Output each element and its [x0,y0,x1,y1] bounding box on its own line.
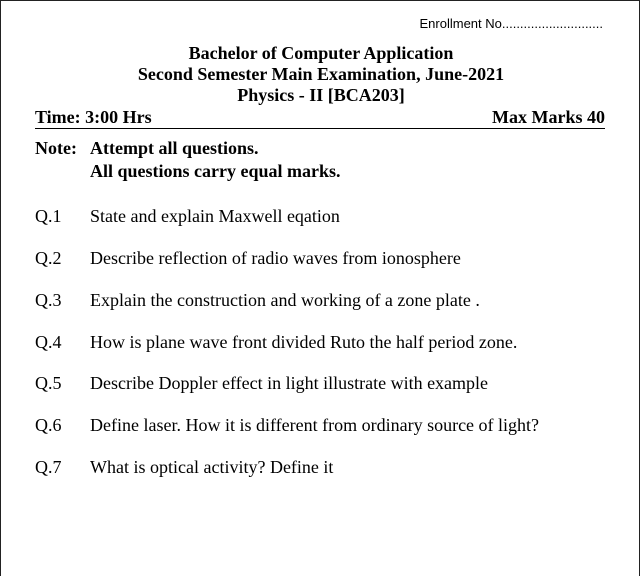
question-number: Q.6 [35,415,62,435]
question-number: Q.7 [35,457,62,477]
question-text: Describe reflection of radio waves from ionosphere [90,248,461,268]
question-number: Q.1 [35,206,62,226]
question-number: Q.4 [35,332,62,352]
question-number: Q.3 [35,290,62,310]
note-instruction: All questions carry equal marks. [90,161,341,181]
note-instruction: Attempt all questions. [90,138,259,158]
question-text: State and explain Maxwell eqation [90,206,340,226]
question-number: Q.5 [35,373,62,393]
time-marks-row [35,106,605,129]
max-marks: Max Marks 40 [492,107,605,127]
question-text: What is optical activity? Define it [90,457,334,477]
subject-title: Physics - II [BCA203] [237,85,405,105]
question-text: How is plane wave front divided Ruto the half period zone. [90,332,518,352]
exam-title: Second Semester Main Examination, June-2021 [137,64,505,84]
programme-title: Bachelor of Computer Application [188,43,454,63]
question-number: Q.2 [35,248,62,268]
note-label: Note: [35,138,77,158]
enrollment-number-field: Enrollment No............................ [419,16,603,31]
time-allowed: Time: 3:00 Hrs [35,107,152,127]
question-text: Define laser. How it is different from ordinary source of light? [90,415,540,435]
question-text: Describe Doppler effect in light illustrate with example [90,373,489,393]
question-text: Explain the construction and working of a zone plate . [90,290,480,310]
